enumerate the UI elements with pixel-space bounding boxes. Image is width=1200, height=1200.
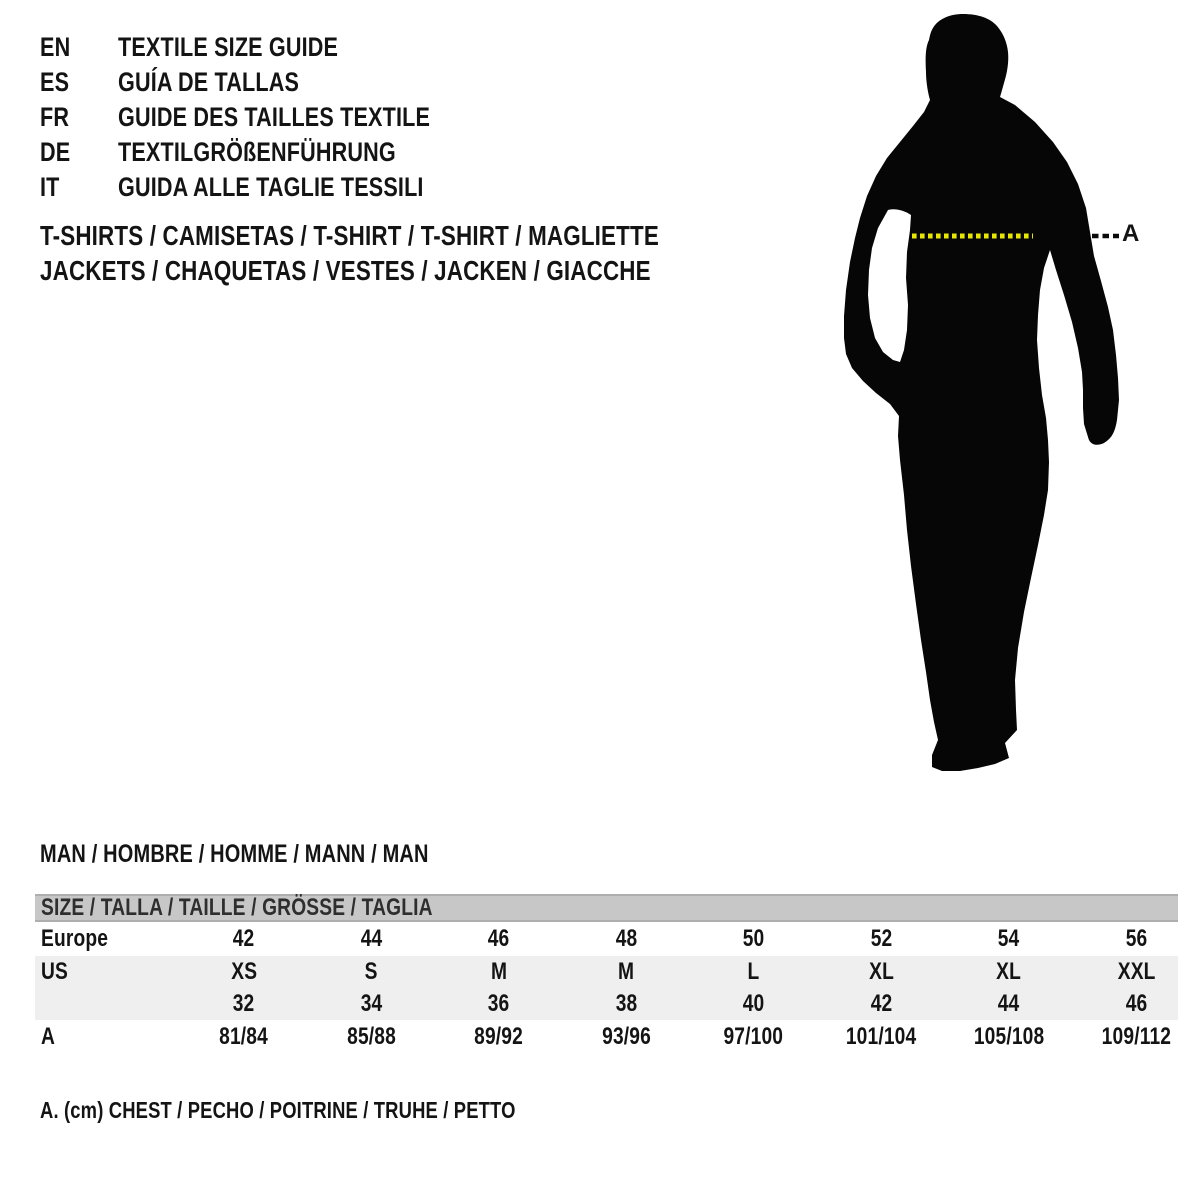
- table-cell: 44: [997, 990, 1020, 1017]
- size-table: [35, 894, 1200, 1054]
- table-row-label: US: [41, 958, 68, 985]
- language-row: [40, 65, 508, 100]
- table-header-title: SIZE / TALLA / TAILLE / GRÖSSE / TAGLIA: [41, 894, 433, 921]
- table-cell: 101/104: [845, 1023, 917, 1050]
- table-cell: 54: [997, 925, 1020, 952]
- category-line-jackets: JACKETS / CHAQUETAS / VESTES / JACKEN / GIACCHE: [40, 255, 651, 286]
- table-cell: XL: [868, 958, 894, 985]
- table-cell: 42: [232, 925, 255, 952]
- table-cell: 42: [870, 990, 893, 1017]
- table-cell: 40: [742, 990, 765, 1017]
- language-code: IT: [40, 172, 60, 202]
- table-cell: 32: [232, 990, 255, 1017]
- table-header-bar: [35, 894, 1200, 922]
- table-cell: XS: [230, 958, 257, 985]
- language-row: [40, 135, 508, 170]
- category-line-tshirts: T-SHIRTS / CAMISETAS / T-SHIRT / T-SHIRT / MAGLIETTE: [40, 220, 659, 251]
- table-cell: S: [364, 958, 378, 985]
- table-row-numeric: [35, 988, 1200, 1020]
- table-row-chest: [35, 1020, 1200, 1054]
- table-row-europe: [35, 922, 1200, 956]
- table-cell: 50: [742, 925, 765, 952]
- table-row-label: Europe: [41, 925, 109, 952]
- product-categories: [40, 218, 814, 288]
- language-row: [40, 100, 508, 135]
- measure-label-a: A: [1122, 220, 1140, 247]
- section-title-man: MAN / HOMBRE / HOMME / MANN / MAN: [40, 840, 429, 868]
- language-code: FR: [40, 102, 70, 132]
- language-code: EN: [40, 32, 71, 62]
- language-title: GUIDA ALLE TAGLIE TESSILI: [118, 172, 424, 202]
- table-cell: 56: [1125, 925, 1148, 952]
- table-cell: L: [747, 958, 760, 985]
- language-legend: [40, 30, 508, 205]
- table-row-us: [35, 956, 1200, 988]
- table-row-label: A: [41, 1023, 56, 1050]
- table-cell: 44: [360, 925, 383, 952]
- language-code: DE: [40, 137, 71, 167]
- man-silhouette-figure: [820, 0, 1200, 800]
- table-cell: 48: [615, 925, 638, 952]
- table-cell: M: [490, 958, 507, 985]
- language-title: GUIDE DES TAILLES TEXTILE: [118, 102, 431, 132]
- table-cell: 34: [360, 990, 383, 1017]
- man-silhouette: [844, 14, 1119, 771]
- table-cell: 46: [1125, 990, 1148, 1017]
- table-cell: M: [618, 958, 635, 985]
- table-cell: 52: [870, 925, 893, 952]
- language-title: TEXTILGRÖßENFÜHRUNG: [118, 137, 396, 167]
- language-title: GUÍA DE TALLAS: [118, 67, 300, 97]
- table-cell: 36: [487, 990, 510, 1017]
- measurement-footnote: A. (cm) CHEST / PECHO / POITRINE / TRUHE / PETTO: [40, 1097, 516, 1123]
- language-row: [40, 170, 508, 205]
- table-cell: 81/84: [219, 1023, 269, 1050]
- man-silhouette-svg: [820, 0, 1200, 800]
- table-cell: 38: [615, 990, 638, 1017]
- table-cell: XL: [996, 958, 1022, 985]
- table-cell: 105/108: [973, 1023, 1045, 1050]
- language-row: [40, 30, 508, 65]
- table-cell: XXL: [1117, 958, 1156, 985]
- table-cell: 89/92: [474, 1023, 524, 1050]
- table-cell: 46: [487, 925, 510, 952]
- language-title: TEXTILE SIZE GUIDE: [118, 32, 339, 62]
- table-cell: 109/112: [1101, 1023, 1171, 1050]
- language-code: ES: [40, 67, 70, 97]
- table-cell: 85/88: [346, 1023, 396, 1050]
- table-cell: 97/100: [723, 1023, 784, 1050]
- table-cell: 93/96: [601, 1023, 651, 1050]
